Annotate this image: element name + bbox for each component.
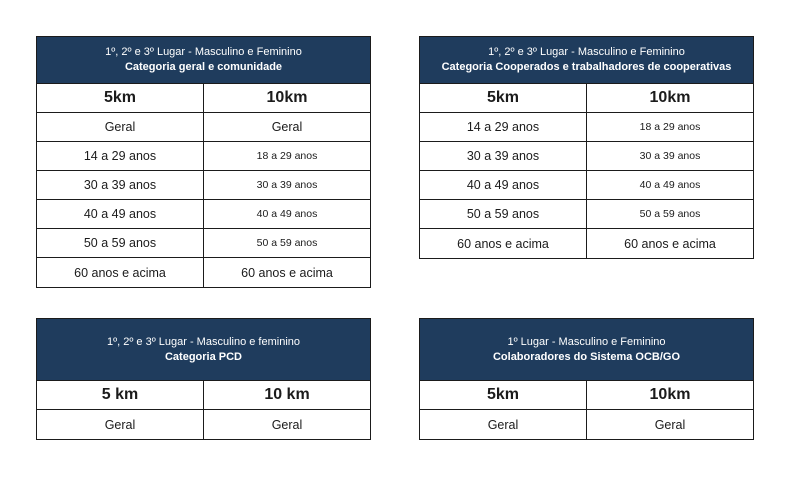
cell-5km: 50 a 59 anos <box>37 229 204 257</box>
header-line-category: Categoria geral e comunidade <box>124 61 283 73</box>
cell-5km: 14 a 29 anos <box>420 113 587 141</box>
header-line-placing: 1º, 2º e 3º Lugar - Masculino e Feminino <box>105 46 302 58</box>
table-row <box>37 171 370 200</box>
table-row <box>420 142 753 171</box>
table-geral-comunidade <box>36 36 371 288</box>
header-line-category: Categoria PCD <box>164 350 243 363</box>
table-row <box>420 410 753 439</box>
column-header-row <box>37 381 370 410</box>
column-header-10km: 10km <box>266 89 308 106</box>
table-row <box>37 142 370 171</box>
column-header-5km: 5km <box>420 381 587 409</box>
cell-5km: 40 a 49 anos <box>37 200 204 228</box>
cell-5km: Geral <box>37 113 204 141</box>
cell-5km: Geral <box>420 410 587 439</box>
header-line-category: Categoria Cooperados e trabalhadores de cooperativas <box>441 61 732 73</box>
table-row <box>420 200 753 229</box>
column-header-5km: 5 km <box>37 381 204 409</box>
table-row <box>420 171 753 200</box>
cell-10km: 40 a 49 anos <box>256 208 318 220</box>
cell-5km: 60 anos e acima <box>420 229 587 258</box>
column-header-row <box>420 381 753 410</box>
cell-10km: Geral <box>654 417 686 432</box>
cell-10km: 30 a 39 anos <box>256 179 318 191</box>
table-row <box>420 229 753 258</box>
table-header <box>37 37 370 84</box>
column-header-10km: 10 km <box>264 386 310 403</box>
cell-5km: 40 a 49 anos <box>420 171 587 199</box>
cell-5km: 30 a 39 anos <box>37 171 204 199</box>
table-pcd <box>36 318 371 440</box>
table-row <box>420 113 753 142</box>
header-line-placing: 1º, 2º e 3º Lugar - Masculino e Feminino <box>488 46 685 58</box>
cell-5km: 14 a 29 anos <box>37 142 204 170</box>
cell-10km: 30 a 39 anos <box>639 150 701 162</box>
column-header-5km: 5km <box>37 84 204 112</box>
column-header-row <box>37 84 370 113</box>
cell-10km: 18 a 29 anos <box>256 150 318 162</box>
column-header-10km: 10km <box>649 89 691 106</box>
table-row <box>37 200 370 229</box>
column-header-row <box>420 84 753 113</box>
table-header <box>420 37 753 84</box>
cell-10km: 18 a 29 anos <box>639 121 701 133</box>
cell-5km: 60 anos e acima <box>37 258 204 287</box>
cell-10km: 40 a 49 anos <box>639 179 701 191</box>
table-row <box>37 113 370 142</box>
table-header <box>420 319 753 381</box>
column-header-10km: 10km <box>649 386 691 403</box>
cell-10km: 50 a 59 anos <box>639 208 701 220</box>
column-header-5km: 5km <box>420 84 587 112</box>
cell-10km: 50 a 59 anos <box>256 237 318 249</box>
header-line-placing: 1º, 2º e 3º Lugar - Masculino e feminino <box>106 335 301 348</box>
table-colaboradores-ocb <box>419 318 754 440</box>
table-row <box>37 229 370 258</box>
table-header <box>37 319 370 381</box>
cell-10km: Geral <box>271 417 303 432</box>
header-line-placing: 1º Lugar - Masculino e Feminino <box>507 335 666 348</box>
table-row <box>37 258 370 287</box>
cell-10km: 60 anos e acima <box>241 265 333 280</box>
cell-10km: 60 anos e acima <box>624 236 716 251</box>
cell-5km: Geral <box>37 410 204 439</box>
cell-5km: 30 a 39 anos <box>420 142 587 170</box>
table-row <box>37 410 370 439</box>
cell-5km: 50 a 59 anos <box>420 200 587 228</box>
cell-10km: Geral <box>271 120 303 134</box>
header-line-category: Colaboradores do Sistema OCB/GO <box>492 350 681 363</box>
table-cooperados <box>419 36 754 259</box>
